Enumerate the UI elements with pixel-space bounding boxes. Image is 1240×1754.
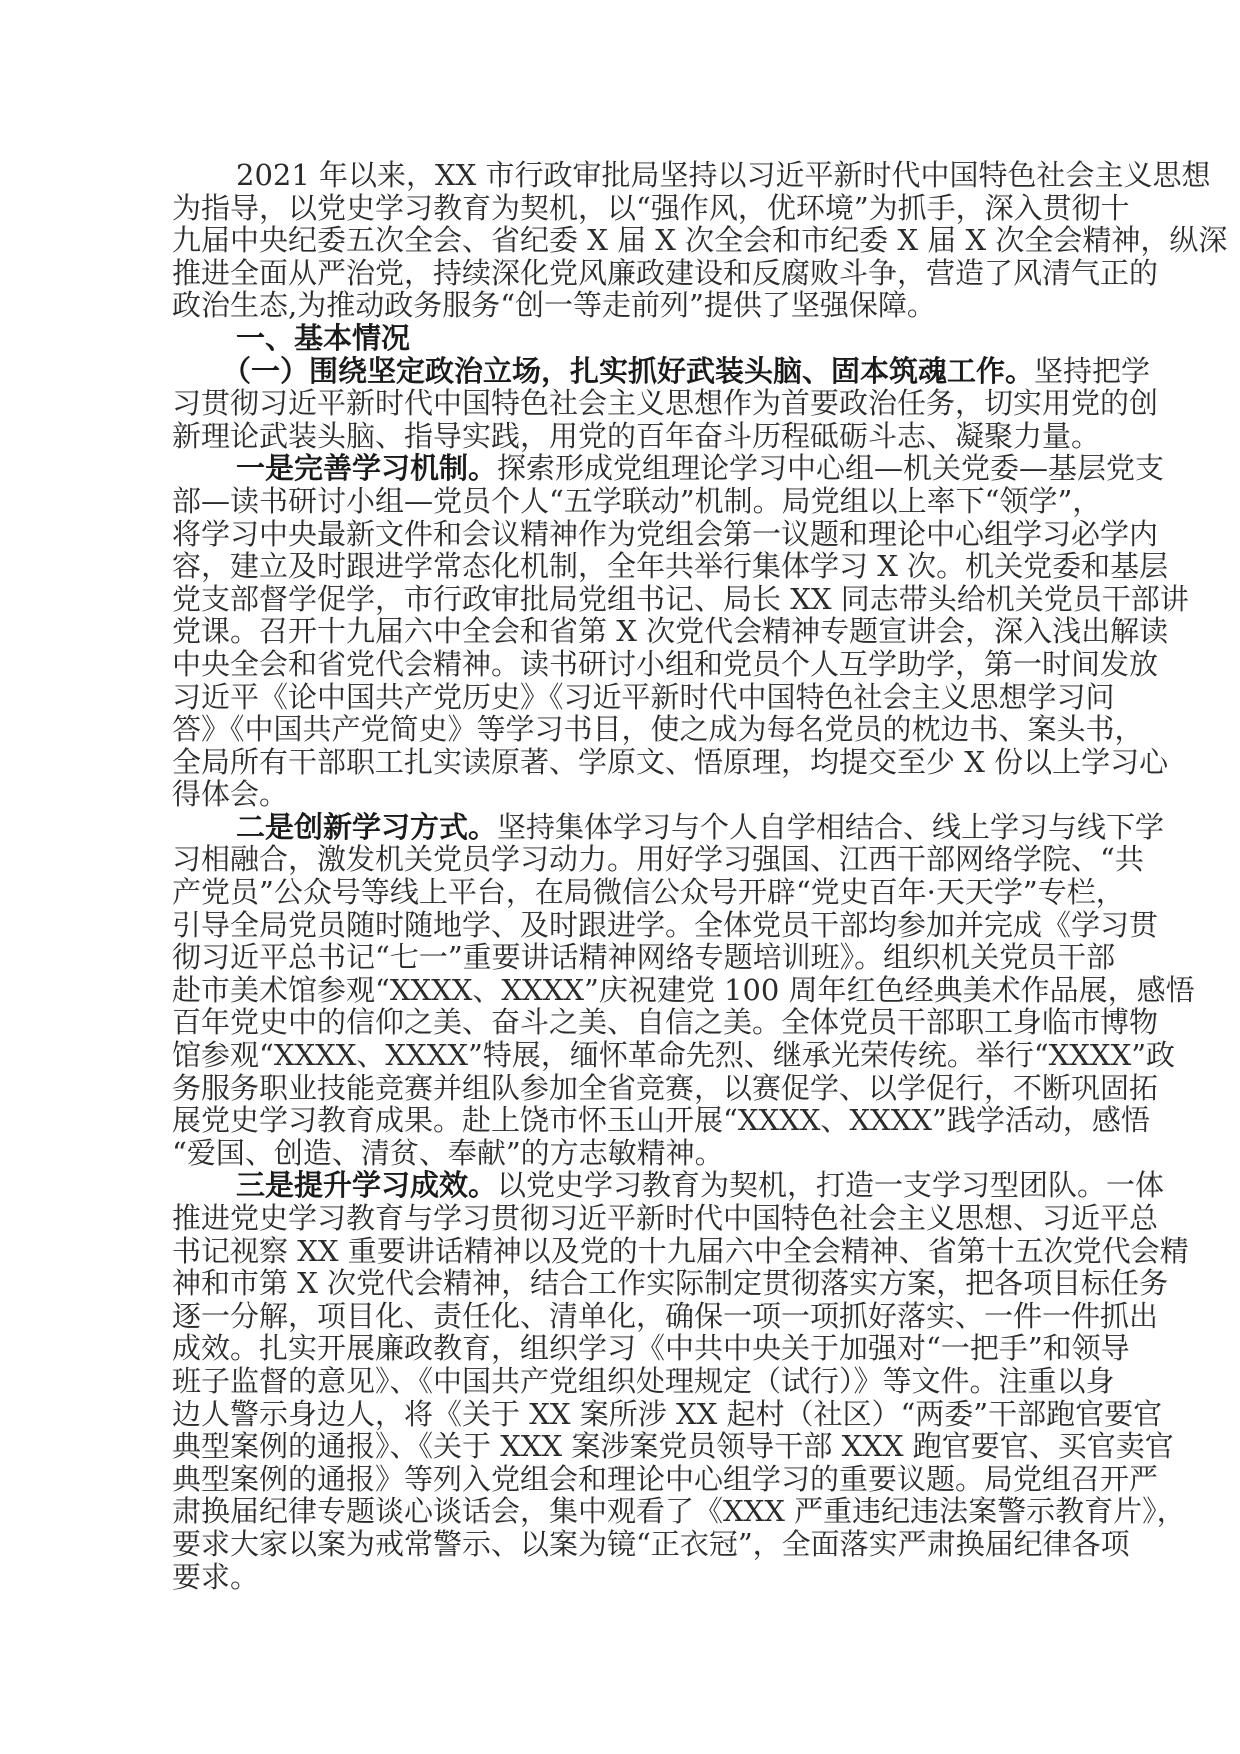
paragraph	[172, 809, 1195, 1170]
line-text: 坚持把学	[1034, 353, 1151, 388]
text-line	[172, 1168, 1165, 1203]
line-text: 以党史学习教育为契机，打造一支学习型团队。一体	[497, 1168, 1165, 1203]
text-line	[172, 646, 1159, 681]
text-line	[172, 1298, 1159, 1333]
line-text: 习近平《论中国共产党历史》《习近平新时代中国特色社会主义思想学习问	[172, 679, 1115, 714]
paragraph	[172, 1168, 1189, 1594]
line-text: 党支部督学促学，市行政审批局党组书记、局长 XX 同志带头给机关党员干部讲	[172, 581, 1189, 616]
text-line	[172, 1429, 1174, 1464]
text-line	[172, 778, 1043, 811]
text-line	[172, 289, 1043, 322]
text-line	[172, 940, 1116, 975]
text-line	[172, 1363, 1115, 1398]
line-text: 党课。召开十九届六中全会和省第 X 次党代会精神专题宣讲会，深入浅出解读	[172, 614, 1169, 649]
text-line	[172, 1103, 1150, 1138]
line-text: 新理论武装头脑、指导实践，用党的百年奋斗历程砥砺斗志、凝聚力量。	[172, 418, 1101, 453]
text-line	[172, 190, 1130, 225]
text-line	[172, 483, 1102, 518]
line-text: 逐一分解，项目化、责任化、清单化，确保一项一项抓好落实、一件一件抓出	[172, 1298, 1159, 1333]
line-text: 馆参观“XXXX、XXXX”特展，缅怀革命先烈、继承光荣传统。举行“XXXX”政	[172, 1038, 1176, 1073]
heading-text: 一、基本情况	[236, 320, 411, 355]
line-text: 习贯彻习近平新时代中国特色社会主义思想作为首要政治任务，切实用党的创	[172, 386, 1159, 421]
line-text: 产党员”公众号等线上平台，在局微信公众号开辟“党史百年·天天学”专栏，	[172, 875, 1125, 910]
line-text: 容，建立及时跟进学常态化机制，全年共举行集体学习 X 次。机关党委和基层	[172, 549, 1169, 584]
line-text: “爱国、创造、清贫、奉献”的方志敏精神。	[172, 1135, 724, 1170]
text-line	[172, 418, 1101, 453]
line-text: 政治生态,为推动政务服务“创一等走前列”提供了坚强保障。	[172, 288, 936, 323]
text-line	[172, 712, 1144, 747]
paragraph	[172, 158, 1228, 323]
line-text: 展党史学习教育成果。赴上饶市怀玉山开展“XXXX、XXXX”践学活动，感悟	[172, 1103, 1150, 1138]
paragraph-lead: 一是完善学习机制。	[236, 451, 498, 486]
line-text: 彻习近平总书记“七一”重要讲话精神网络专题培训班》。组织机关党员干部	[172, 940, 1116, 975]
text-line	[172, 1396, 1163, 1431]
line-text: 推进党史学习教育与学习贯彻习近平新时代中国特色社会主义思想、习近平总	[172, 1201, 1159, 1235]
line-text: 成效。扎实开展廉政教育，组织学习《中共中央关于加强对“一把手”和领导	[172, 1331, 1130, 1366]
paragraph-lead: 三是提升学习成效。	[236, 1168, 498, 1203]
line-text: 将学习中央最新文件和会议精神作为党组会第一议题和理论中心组学习必学内	[172, 516, 1159, 551]
document-body	[172, 158, 1228, 1594]
line-text: 九届中央纪委五次全会、省纪委 X 届 X 次全会和市纪委 X 届 X 次全会精神，纵深	[172, 223, 1228, 258]
line-text: 赴市美术馆参观“XXXX、XXXX”庆祝建党 100 周年红色经典美术作品展，感悟	[172, 972, 1195, 1007]
line-text: 推进全面从严治党，持续深化党风廉政建设和反腐败斗争，营造了风清气正的	[172, 255, 1159, 290]
text-line	[172, 809, 1165, 844]
line-text: 要求大家以案为戒常警示、以案为镜“正衣冠”，全面落实严肃换届纪律各项	[172, 1526, 1130, 1561]
text-line	[172, 744, 1169, 779]
line-text: 习相融合，激发机关党员学习动力。用好学习强国、江西干部网络学院、“共	[172, 842, 1144, 877]
text-line	[172, 1038, 1176, 1073]
text-line	[172, 158, 1211, 192]
line-text: 中央全会和省党代会精神。读书研讨小组和党员个人互学助学，第一时间发放	[172, 646, 1159, 681]
line-text: 引导全局党员随时随地学、及时跟进学。全体党员干部均参加并完成《学习贯	[172, 907, 1159, 942]
text-line	[172, 972, 1195, 1007]
text-line	[172, 516, 1159, 551]
text-line	[172, 255, 1159, 290]
text-line	[172, 322, 1043, 355]
text-line	[172, 1201, 1159, 1235]
line-text: 要求。	[172, 1559, 260, 1594]
line-text: 班子监督的意见》、《中国共产党组织处理规定（试行）》等文件。注重以身	[172, 1363, 1115, 1398]
text-line	[172, 386, 1159, 421]
line-text: 神和市第 X 次党代会精神，结合工作实际制定贯彻落实方案，把各项目标任务	[172, 1266, 1169, 1301]
text-line	[172, 1005, 1159, 1040]
text-line	[172, 1331, 1130, 1366]
text-line	[172, 1461, 1159, 1496]
line-text: 典型案例的通报》等列入党组会和理论中心组学习的重要议题。局党组召开严	[172, 1461, 1159, 1496]
line-text: 答》《中国共产党简史》等学习书目，使之成为每名党员的枕边书、案头书，	[172, 712, 1144, 747]
line-text: 书记视察 XX 重要讲话精神以及党的十九届六中全会精神、省第十五次党代会精	[172, 1233, 1189, 1268]
line-text: 务服务职业技能竞赛并组队参加全省竞赛，以赛促学、以学促行，不断巩固拓	[172, 1070, 1159, 1105]
line-text: 坚持集体学习与个人自学相结合、线上学习与线下学	[497, 809, 1165, 844]
text-line	[172, 223, 1228, 258]
line-text: 百年党史中的信仰之美、奋斗之美、自信之美。全体党员干部职工身临市博物	[172, 1005, 1159, 1040]
line-text: 全局所有干部职工扎实读原著、学原文、悟原理，均提交至少 X 份以上学习心	[172, 744, 1169, 779]
text-line	[172, 875, 1125, 910]
text-line	[172, 581, 1189, 616]
line-text: 得体会。	[172, 777, 289, 812]
text-line	[172, 679, 1115, 714]
text-line	[172, 1526, 1130, 1561]
paragraph-lead: 二是创新学习方式。	[236, 809, 498, 844]
line-text: 探索形成党组理论学习中心组—机关党委—基层党支	[497, 451, 1165, 486]
line-text: 边人警示身边人，将《关于 XX 案所涉 XX 起村（社区）“两委”干部跑官要官	[172, 1396, 1163, 1431]
text-line	[172, 614, 1169, 649]
text-line	[172, 1070, 1159, 1105]
paragraph	[172, 353, 1159, 453]
text-line	[172, 549, 1169, 584]
text-line	[172, 1137, 1043, 1170]
text-line	[172, 451, 1165, 486]
text-line	[172, 907, 1159, 942]
section-heading	[172, 322, 1043, 355]
line-text: 典型案例的通报》、《关于 XXX 案涉案党员领导干部 XXX 跑官要官、买官卖官	[172, 1429, 1174, 1464]
paragraph	[172, 451, 1189, 812]
line-text: 为指导，以党史学习教育为契机，以“强作风，优环境”为抓手，深入贯彻十	[172, 190, 1130, 225]
paragraph-lead: （一）围绕坚定政治立场，扎实抓好武装头脑、固本筑魂工作。	[222, 353, 1035, 388]
line-text: 肃换届纪律专题谈心谈话会，集中观看了《XXX 严重违纪违法案警示教育片》，	[172, 1494, 1186, 1529]
line-text: 2021 年以来，XX 市行政审批局坚持以习近平新时代中国特色社会主义思想	[236, 158, 1211, 192]
text-line	[172, 1561, 1043, 1594]
text-line	[172, 1266, 1169, 1301]
text-line	[172, 842, 1144, 877]
text-line	[172, 353, 1151, 388]
line-text: 部—读书研讨小组—党员个人“五学联动”机制。局党组以上率下“领学”，	[172, 483, 1102, 518]
text-line	[172, 1494, 1186, 1529]
text-line	[172, 1233, 1189, 1268]
